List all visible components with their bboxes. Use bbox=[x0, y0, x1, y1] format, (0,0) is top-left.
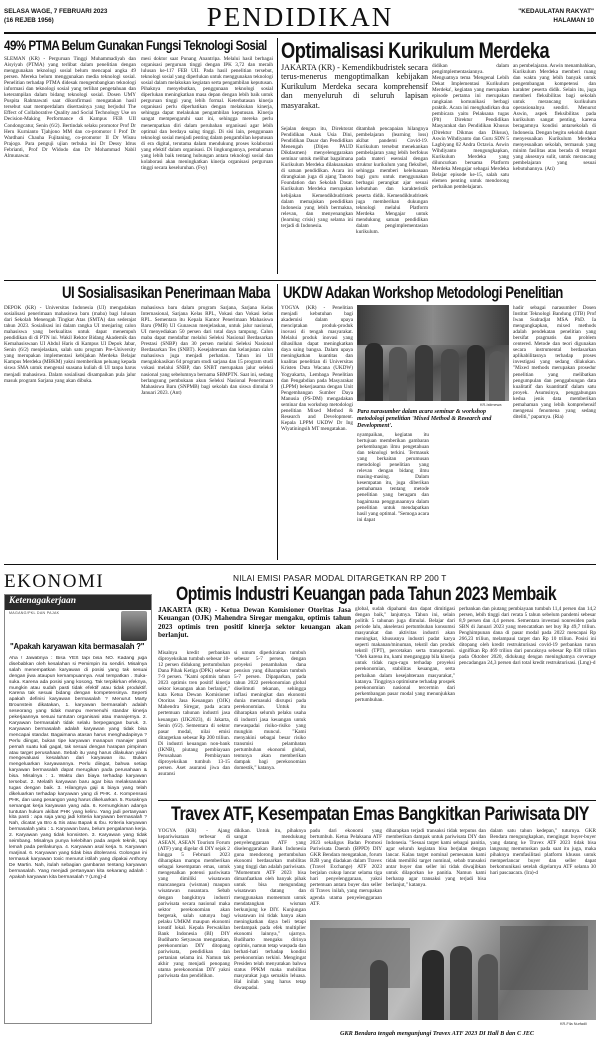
masthead-date: SELASA WAGE, 7 FEBRUARI 2023 bbox=[4, 8, 108, 15]
column-title: Ketenagakerjaan bbox=[9, 596, 77, 606]
travex-photo bbox=[310, 920, 596, 1020]
ekonomi-headline: Optimis Industri Keuangan pada Tahun 2023 Membaik bbox=[176, 584, 557, 605]
ukdw-photo-credit: KR-Istimewa bbox=[480, 403, 502, 407]
person-silhouette bbox=[478, 954, 498, 1020]
travex-col-3: padu dari ekonomi yang bertumbuh. Ketua Pelaksana ATF 2023 sekaligus Badan Promosi Pariwisata Daerah (BPPD) DIY GKR Bendara mengatakan, forum B2B yang diadakan dalam Travex (Travel Exchange) ATF 2023 berjalan cukup lancar selama tiga hari penyelenggaraan, yakni pertemuan antara buyer dan seller di Travex inilah, yang merupakan agenda utama penyelenggaraan ATF. bbox=[310, 828, 382, 907]
page-number: HALAMAN 10 bbox=[553, 17, 594, 24]
kurikulum-col-1: Sejalan dengan itu, Direktorat Pendidikan Anak Usia Dini, Pendidikan Dasar dan Pendidikan Menengah (Ditjen PAUD Dikdasmen) menyelenggarakan seminar untuk melihat bagaimana Kurikulum Merdeka dilaksanakan di satuan pendidikan. Acara ini dirangkaian juga di ajang Tanoto Foundation dan Sekolah Dasar. Kurikulum Merdeka merupakan kebijakan Kemendikbudristek dalam memajukan pendidikan Indonesia yang lebih bermakna, relevan, dan menyenangkan (learning crisis) yang selama ini terjadi di Indonesia. bbox=[281, 126, 353, 229]
ukdw-col-3: hadir sebagai narasumber Dosen Institut Teknologi Bandung (ITB) Prof Iwan Sudradjat MSA PhD. Ia mengungkapkan, mixed methods adalah pendekatan penelitian yang bersifat pragmatis dan problem centered. Metode dan teori digunakan secara instrumental berdasarkan aplikabilitasnya terhadap proses investigasi yang sedang dilakukan. "Mixed methods merupakan prosedur penelitian yang melibatkan pengumpulan dan penggabungan data kualitatif dan kuantitatif dalam satu proyek. Asumsinya, penggabungan kedua jenis data memberikan pemahaman yang lebih komprehensif mengenai fenomena yang sedang diteliti," paparnya. (Ria) bbox=[513, 305, 596, 420]
ekonomi-col-1: Misalnya kredit perbankan diproyeksikan tumbuh sebesar 10-12 persen didukung pertumbuhan Dana Pihak Ketiga (DPK) sebesar 7-9 persen. "Kami optimis tahun 2023 optimis tren positif kinerja sektor keuangan akan berlanjut," kata Ketua Dewan Komisioner Otoritas Jasa Keuangan (OJK) Mahendra Siregar, pada acara pertemuan tahunan industri jasa keuangan (IJK2023), di Jakarta, Senin (6/2). Sementara di sektor pasar modal, nilai emisi ditargetkan sebesar Rp 200 triliun. Di industri keuangan non-bank (IKNB), piutang pembiayaan Perusahaan Pembiayaan diproyeksikan tumbuh 13-15 persen. Aset asuransi jiwa dan asuransi bbox=[158, 650, 230, 777]
masthead-hijri: (16 REJEB 1956) bbox=[4, 17, 54, 24]
travex-photo-credit: KR-Fila Nurfadli bbox=[560, 1022, 587, 1026]
ekonomi-kicker: NILAI EMISI PASAR MODAL DITARGETKAN RP 200 T bbox=[233, 573, 447, 583]
travex-headline: Travex ATF, Kesempatan Emas Bangkitkan Pariwisata DIY bbox=[171, 803, 589, 825]
ekonomi-col-2: si umum diperkirakan tumbuh sebesar 5-7 persen, dengan proyeksi penambahan dana pensiun yang diharapkan tumbuh 5-7 persen. Dipaparkan, pada tahun 2022 perekonomian global diselimuti tekanan, sehingga inflasi meningkat dan ekonomi dunia memasuki disrupsi pada perekonomian. Untuk itu diharapkan seluruh pelaku usaha di industri jasa keuangan untuk mewaspadai risiko-risiko yang mungkin muncul. "Kami menyakini sebagai besar risiko transmisi pelambatan pertumbuhan ekonomi global, tentunya akan memberikan dampak bagi perekonomian domestik," katanya. bbox=[234, 650, 306, 771]
column-question: "Apakah karyawan kita bermasalah ?" bbox=[10, 642, 145, 651]
ui-col-1: DEPOK (KR) - Universitas Indonesia (UI) mengadakan sosialisasi penerimaan mahasiswa baru (maba) bagi lulusan dari Sekolah Menengah Tingkat Atas (SMTA) dan sederajat tahun 2023. Sosialisasi ini dalam rangka UI menjaring calon mahasiswa yang berkualitas untuk dapat menempuh pendidikan di di PTN ini. Wakil Rektor Bidang Akademik dan Kemahasiswaan UI Abdul Haris di Kampus UI Depok Jabar, Senin (6/2) menjelaskan, salah satu program Pre-University yang merupakan implementasi kebijakan Merdeka Belajar Kampus Merdeka (MBKM) yakni memberikan peluang kepada siswa SMA untuk mengenal suasana kuliah di UI tanpa harus menjadi mahasiswa. Dalam sosialisasi disampaikan pula jalur masuk program Sarjana yang akan dibuka. bbox=[4, 305, 136, 384]
kurikulum-col-2: ditambah pencapaian hilangnya pembelajaran (learning loss) akibat pandemi Covid-19. Kurikulum tersebut menekankan pembelajaran yang lebih berfokus pada materi esensial dengan struktur kurikulum yang fleksibel, sehingga memberi keleluasaan bagi guru untuk menggunakan berbagai perangkat ajar sesuai kebutuhan dan karakteristik peserta didik. Kemendikbudristek juga memberikan dukungan teknologi melalui Platform Merdeka Mengajar untuk mendukung satuan pendidikan dalam pengimplementasian kurikulum. bbox=[356, 126, 428, 235]
section-divider-3 bbox=[158, 800, 596, 801]
ukdw-headline: UKDW Adakan Workshop Metodologi Penelitian bbox=[283, 284, 563, 302]
ekonomi-col-4: perbankan dan piutang pembiayaan tumbuh 11,4 persen dan 14,2 persen, lebih tinggi dari rerata 5 tahun sebelum pandemi sebesar 8,9 persen dan 4,4 persen. Sementara investasi nonresiden pada SBN di Januari 2023 yang mencatatkan net buy Rp 49,7 triliun. Penghimpunan dana di pasar modal pada 2022 mencapai Rp 266,23 triliun, melampaui target dan Rp 10 triliun. Posisi ini ditopang oleh kredit restrukturisasi covid-19 perbankan turun signifikan Rp 469 triliun dari puncaknya sebesar Rp 830 triliun pada Oktober 2020, didukung dengan meningkatnya coverage pencadangan 24,3 persen dari total kredit restrukturisasi. (Lmg)-d bbox=[459, 606, 596, 667]
columnist-avatar bbox=[121, 611, 147, 641]
kurikulum-col-4: an pembelajaran. Aswin menambahkan, Kurikulum Merdeka memberi ruang dan waktu yang lebih banyak untuk pengembangan kompetensi dan karakter peserta didik. Selain itu, juga memberi fleksibilitas bagi sekolah untuk merancang kurikulum operasionalnya sendiri. Menurut Aswin, aspek fleksibilitas pada kurikulum sangat penting, karena beragamnya kondisi antarsekolah di Indonesia. Dengan begitu sekolah dapat menyesuaikan Kurikulum Merdeka menyesuaikan sekolah, termasuk yang minim fasilitas atau berada di tempat yang aksesnya sulit, untuk merancang pembelajaran yang sesuai kebutuhannya. (Ati) bbox=[513, 63, 596, 172]
ui-col-2: mahasiswa baru dalam program Sarjana, Sarjana Kelas Internasional, Sarjana Kelas RPL, Vokasi dan Vokasi kelas RPL. Sementara itu Kepala Kantor Penerimaan Mahasiswa Baru (PMB) UI Gunawan menjelaskan, untuk jalur nasional, UI menyediakan 50 persen dari total daya tampung. Calon maba dapat mendaftar melalui Seleksi Nasional Berdasarkan Prestasi (SNBP) dan 30 persen melalui Seleksi Nasional Berdasarkan Tes (SNBT). Kesejahteraan dan kelanjutan calon mahasiswa juga menjadi perhatian. Tahun ini UI mengalokasikan 64 program studi sarjana dan 15 program studi vokasi melalui SNBP, dan SNBT merupakan jalur seleksi nasional yang sebelumnya bernama SBMPTN. Saat ini, sedang berlangsung pembukaan akun Seleksi Nasional Penerimaan Mahasiswa Baru (SNPMB) bagi sekolah dan siswa dimulai 9 Januari 2023. (Ant) bbox=[141, 305, 273, 396]
travex-col-1: YOGYA (KR) - Ajang kepariwisataan terbesar di ASEAN, ASEAN Tourism Forum (ATF) yang digelar di DIY sejak 2 hingga 5 Februari 2023 diharapkan mampu memberikan sebagai kesempatan emas, untuk mengenalkan potensi pariwisata yang dimiliki wisatawan mancanegara (wisman) maupun wisatawan nusantara. Sebab dengan bangkitnya industri pariwisata secara nasional maka sektor perekonomian akan bergerak, salah satunya bagi pelaku UMKM maupun ekonomi kreatif lokal. Kepala Perwakilan Bank Indonesia (BI) DIY Budiharto Setyawan mengatakan, perekonomian DIY ditopang pariwisata, pendidikan dan pertanian selama ini. Namun tak akhir yang menjadi penopang utama perekonomian DIY yakni pariwisata dan pendidikan. bbox=[158, 828, 230, 980]
ukdw-col-1: YOGYA (KR) - Penelitian menjadi kebutuhan bagi akademisi dalam upaya menciptakan produk-produk inovasi di tengah masyarakat. Melalui produk inovasi yang dihasilkan dapat meningkatkan daya saing bangsa. Dalam upaya meningkatkan kuantitas dan kualitas penelitian di Universitas Kristen Duta Wacana (UKDW) Yogyakarta, Lembaga Penelitian dan Pengabdian pada Masyarakat (LPPM) bekerjasama dengan Unit Pengembangan Sumber Daya Manusia (PS-DM) mengadakan seminar dan workshop metodologi penelitian Mixed Method & Research and Development. Kepala LPPM UKDW Dr Ing Wiyatiningsih MT mengatakan. bbox=[281, 305, 353, 432]
kurikulum-lead: JAKARTA (KR) - Kemendikbudristek secara terus-menerus mengoptimalkan kebijakan Kurikulum Merdeka secara komprehensif dan menyeluruh di seluruh lapisan masyarakat. bbox=[281, 63, 428, 110]
ekonomi-lead: JAKARTA (KR) - Ketua Dewan Komisioner Otoritas Jasa Keuangan (OJK) Mahendra Siregar mengaku, optimis tahun 2023 optimis tren positif kinerja sektor keuangan akan berlanjut. bbox=[158, 606, 351, 639]
vertical-divider bbox=[277, 38, 278, 274]
travex-col-5: dalam satu tahun kedepan," tuturnya. GKR Bendara mengungkapkan, mengingat buyer-buyer yang datang ke Travex ATF 2023 tidak bisa langsung memutuskan pada saat itu juga, maka pihaknya memfasilitasi platform khusus untuk memperlancar buyer dan seller dapat berkomunikasi setelah digelarnya ATF selama 30 hari pascaacara. (Ira)-d bbox=[490, 828, 596, 877]
vertical-divider bbox=[277, 284, 278, 560]
travex-col-4: diharapkan terjadi transaksi tidak terputus dan memberikan dampak untuk pariwisata DIY dan Indonesia. "Sesuai target kami sebagai panitia, agar seluruh kegiatan bisa berjalan dengan lancar. Kalau target nominal pemesanan kami tidak memiliki target nominal, sebab transaksi antar buyer dan seller ini tidak diwajibkan untuk dilaporkan ke panitia. Namun kami berharap agar transaksi yang terjadi bisa berlanjut," katanya. bbox=[386, 828, 486, 889]
person-silhouette bbox=[489, 351, 505, 401]
ui-headline: UI Sosialisasikan Penerimaan Maba bbox=[62, 284, 270, 302]
ekonomi-col-3: global, sudah dipahami dan dapat dimitigasi dengan baik," lanjutnya. Tahun ini, selain politik 5 tahunan juga dimulai. Belajar dari periode lalu, akselerasi pertumbuhan konsumsi masyarakat dan aktivitas industri akan meningkat, khususnya industri padat karya seperti makanan/minuman, tekstil dan produk tekstil (TPT), percetakan serta transportasi. "Oleh karena itu, kami menganggap bila kinerja untuk tidak ragu-ragu terhadap proyeksi perekonomian, stabilitas keuangan, serta perbaikan dalam kesejahteraan masyarakat," katanya. Tingginya optimisme terhadap prospek perekonomian nasional tercermin dari perkembangan pasar modal yang menunjukkan pertumbuhan. bbox=[355, 606, 455, 703]
booth-shape bbox=[320, 928, 410, 988]
travex-photo-caption: GKR Bendara tengah mengunjungi Travex ATF 2023 DI Hall B dan C JEC bbox=[340, 1030, 535, 1037]
person-silhouette bbox=[467, 345, 485, 401]
person-silhouette bbox=[441, 349, 459, 401]
ukdw-col-2: nyampaikan, kegiatan itu bertujuan memberikan gambaran perkembangan ilmu pengetahuan dan teknologi terkini. Termasuk yang berkaitan perumusan metodologi penelitian yang relevan dengan bidang ilmu masing-masing. Dalam kesempatan itu, juga diberikan pemahaman tentang metode penelitian yang beragam dan bagaimana penggunaannya dalam penelitian untuk mendapatkan hasil yang optimal. "Semoga acara ini dapat bbox=[357, 432, 429, 523]
masthead-rule bbox=[4, 32, 596, 34]
person-silhouette bbox=[370, 960, 388, 1020]
ptma-headline: 49% PTMA Belum Gunakan Fungsi Teknologi Sosial bbox=[4, 38, 267, 53]
booth-shape bbox=[500, 926, 588, 990]
section-title: PENDIDIKAN bbox=[206, 2, 394, 32]
kurikulum-headline: Optimalisasi Kurikulum Merdeka bbox=[281, 38, 550, 63]
section-divider-1 bbox=[4, 280, 596, 281]
ukdw-photo bbox=[357, 305, 509, 401]
ukdw-photo-caption: Para narasumber dalam acara seminar & workshop metodologi penelitian 'Mixed Method & Research and Development'. bbox=[357, 409, 492, 429]
person-silhouette bbox=[422, 950, 444, 1020]
banner-shape bbox=[357, 305, 509, 345]
ptma-col-2: mesi doktor saat Punang Anantripa. Melalui hasil berbagai organisasi perguruan tinggi dengan IPK 3,72 dan meraih lulusan ke-117 FEB UII. Pada hasil penelitian tersebut, teknologi sosial yang diperlukan untuk menggunakan teknologi sosial dalam melakukan kegiatan serta pengambilan keputusan. Pihaknya menyebutkan, penggunaan teknologi sosial diperlukan meningkatkan masa depan dengan lebih baik untuk perguruan tinggi yang lebih formal. Keterbatasan kinerja organisasi perlu diperhatikan dengan melakukan kinerja, sehingga dapat melakukan pengambilan keputusan. Kinerja sangat mempengaruhi saat ini, sehingga mereka perlu menempatkan diri dalam perubahan organisasi agar lebih optimal dan berdaya saing tinggi. Di sisi lain, penggunaan teknologi sosial menjadi penting dalam pengambilan keputusan di era digital, terutama dalam mendukung proses kolaborasi yang efektif dalam organisasi. Di lingkungannya, pemahaman yang lebih baik tentang hubungan antara teknologi sosial dan kolaborasi akan meningkatkan kinerja organisasi perguruan tinggi secara keseluruhan. (Fsy) bbox=[141, 56, 273, 171]
column-subtitle: MAGANG/PKL DAN PAJAK bbox=[9, 611, 60, 615]
person-silhouette bbox=[450, 946, 472, 1020]
travex-col-2: dikikan. Untuk itu, pihaknya sangat mendukung penyelenggaraan ATF yang diselenggarakan Bank Indonesia guna mendorong pertumbuhan ekonomi berdasarkan mobilitas yang tinggi dan adalah pariwisata. "Momentum ATF 2023 bisa dimanfaatkan oleh banyak pihak untuk bisa mengundang wisatawan datang dan menggunakan momentum untuk mendatangkan wisman berkunjung ke DIY. Kunjungan wisatawan ini tidak hanya akan meningkatkan daya beli tetapi berdampak pada efek multiplier ekonomi lainnya," ujarnya. Budiharto mengaku dirinya optimis, namun tetap waspada dan berhati-hati terhadap kondisi perekonomian terkini. Mengingat Presiden telah menyatakan bahwa status PPKM maka mobilitas masyarakat juga semakin leluasa. Hal inilah yang harus tetap diwaspadai. bbox=[234, 828, 306, 992]
person-silhouette bbox=[365, 343, 383, 401]
section-divider-2 bbox=[4, 564, 596, 565]
ekonomi-section-title: EKONOMI bbox=[4, 571, 105, 592]
ptma-col-1: SLEMAN (KR) - Perguruan Tinggi Muhammadiyah dan Aisyiyah (PTMA) yang terlibat dalam penelitian dengan menggunakan teknologi sosial belum mencapai angka 49 persen. Mereka belum menggunakan media teknologi sosial. Penelitian terhadap PTMA didesak mengembangkan teknologi informasi dan teknologi sosial yang terlibat pengetahuan dan keterampilan dalam bidang teknologi sosial. Dosen UMY Puspita Rahmawati saat dikonfirmasi mengatakan hasil tersebut saat memperdalam disertasinya yang berjudul The Effect of Collaborative Quality and Social Technology Use on Decision-Making Performance di Kampus FEB UII Condongcatur, Senin (6/2). Bertindak selaku promotor Prof Dr Heru Kurnianto Tjahjono MM dan co-promotor I Prof Dr Wardhani Chauha Fujitaning, co-promotor II Dr Wisnu Prajogo. Para penguji ujian terbuka ini Dr Dessy Idrus Febrianti, Prof Dr Widodo dan Dr Mohammad Nabil Almunawar. bbox=[4, 56, 136, 159]
column-body: Aha ! Jawabnya : Bisa YES tapi bisa NO. Kadang juga disebabkan oleh kesalahan si Pemimpin itu sendiri. Misalnya salah menempatkan karyawan di posisi yang tak sesuai dengan jiwa ataupun kemampuannya. Asal tempatkan . Suka-suka. Karena ada posisi yang kosong. Tak terpikirkan efeknya, mungkin atau sudah pasti tidak efektif atau tidak produktif. Karena tak sesuai bidang dengan kompetensinya. Seperti apakah definisi karyawan bermasalah ? Menurut Marty Brounstein dikatakan, 1. karyawan bermasalah adalah seseorang yang tidak mampu memenuhi standar kinerja pekerjaannya sesuai tuntutan organisasi atau manajernya. 2. Karyawan bermasalah tidak selalu berpegangan buruk. 3. Karyawan bermasalah adalah karyawan yang tidak bisa mencapai standar. Bagaimana atasan harus menghadapinya ? Perlu diingat, bukan tipe karyawan manapun manajer pasti pernah suatu kali gagal, tak sesuai dengan harapan pimpinan atau target perusahaan. Sebab itu yang harus dilakukan yakni mengevaluasi kesalahan dari karyawan itu. Bukan mengeluarkan karyawannya. Perlu diingat, bahwa setiap karyawan bermasalah dapat merugikan pada perusahaan & bisa. Misalnya : 1. Waktu dan biaya terhadap karyawan tersebut. 2. Melatih karyawan baru agar bisa melaksanakan tugas dengan baik. 3. Hilangnya gaji & biaya yang telah dikeluarkan terhadap karyawan yang di PHK. 4. Kompensasi PHK, dan uang pesangon yang harus dikeluarkan. 5. Rusaknya semangat kerja karyawan yang ada. 6. Kemungkinan adanya tuntutan hukum akibat PHK yang keliru. Yang jadi pertanyaan kita pasti : apa saja yang jadi kriteria karyawan bermasalah ? Nah, dicatat ya Bro & Sis atau Bapak & Ibu. Kriteria karyawan bermasalah yaitu : 1. Karyawan baru, belum pengalaman kerja. 2. Karyawan yang tidak konsisten. 3. Karyawan yang tidak seimbang. Misalnya punya kelebihan pada aspek teknik, tapi lemah pada perilakunya. 4. Karyawan asal kerja. 5. Karyawan marjinal. 6. Karyawan yang tidak bisa ditoleransi. Golongan ini termasuk karyawan toxic menurut istilah yang dipakai Anthony De Martin. Nah, itulah sebagian gambaran tentang karyawan bermasalah. Yang menjadi pertanyaan kita sekarang adalah : Apakah karyawan kita bermasalah ? (Lmg)-d bbox=[9, 656, 147, 880]
person-silhouette bbox=[415, 345, 433, 401]
person-silhouette bbox=[389, 347, 407, 401]
kurikulum-col-3: didikan dalam pengimplementasiannya. Menguatnya tema 'Mengenal Lebih Dekat Implementasi Kurikulum Merdeka', kegiatan yang merupakan episode pertama ini merupakan rangkaian komunikasi berbagi praktik. Acara ini menghadirkan dua pembicara yaitu Pelaksana tugas (Plt) Direktur Pendidikan Masyarakat dan Pendidikan Khusus (Direktur Dikmas dan Diksus), Aswin Wihdiyanto dan Guru SDN 5 Lagbiyang 02 Andra Octavia. Aswin Wihdiyanto mengungkapkan, Kurikulum Merdeka yang diluncurkan bersama Platform Merdeka Mengajar sebagai Merdeka Belajar episode ke-15, salah satu elemen penting untuk mendorong perbaikan pembelajaran. bbox=[432, 63, 509, 190]
masthead-slogan: "KEDAULATAN RAKYAT" bbox=[518, 8, 594, 15]
